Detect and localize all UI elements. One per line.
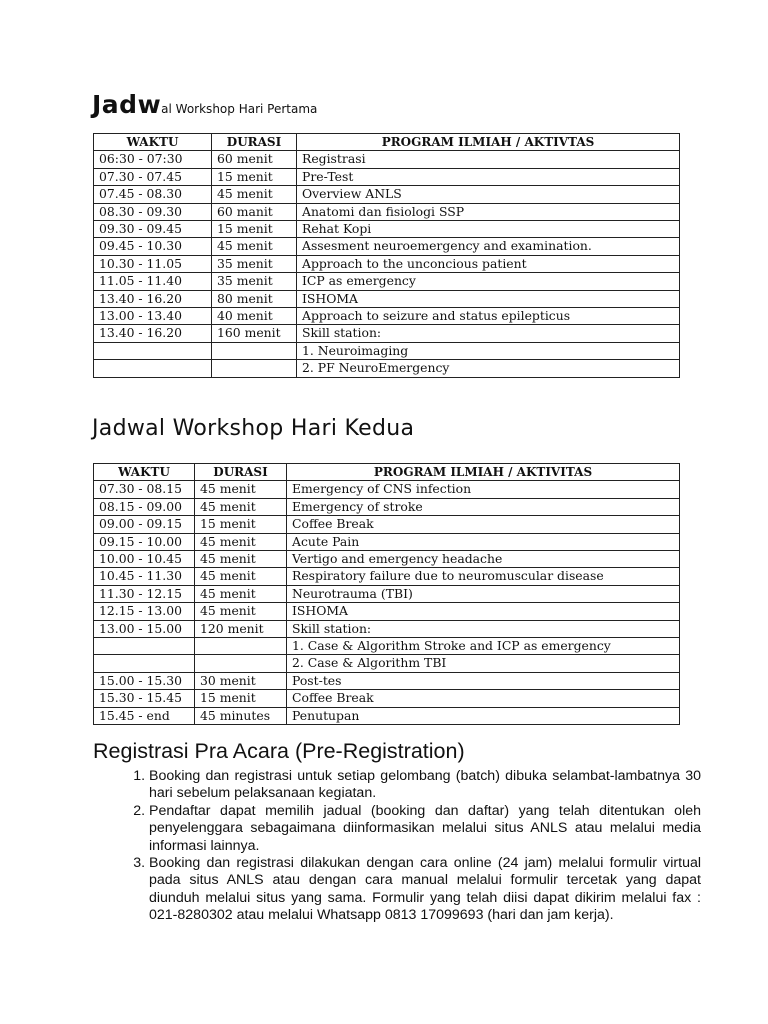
cell-durasi: 45 menit [212, 238, 297, 255]
cell-program: Approach to the unconcious patient [297, 255, 680, 272]
table-row [94, 603, 680, 620]
cell-durasi: 15 menit [212, 221, 297, 238]
cell-program: Anatomi dan fisiologi SSP [297, 203, 680, 220]
cell-program: Respiratory failure due to neuromuscular disease [287, 568, 680, 585]
col-header-program: PROGRAM ILMIAH / AKTIVTAS [297, 134, 680, 151]
cell-program: Post-tes [287, 672, 680, 689]
cell-program: Vertigo and emergency headache [287, 551, 680, 568]
table-row [94, 238, 680, 255]
cell-waktu: 15.30 - 15.45 [94, 690, 195, 707]
cell-waktu: 09.30 - 09.45 [94, 221, 212, 238]
cell-program: 1. Case & Algorithm Stroke and ICP as emergency [287, 638, 680, 655]
cell-program: Rehat Kopi [297, 221, 680, 238]
table-row [94, 690, 680, 707]
cell-durasi: 45 menit [195, 481, 287, 498]
table-row [94, 672, 680, 689]
cell-durasi: 45 menit [195, 551, 287, 568]
cell-waktu: 10.45 - 11.30 [94, 568, 195, 585]
col-header-durasi: DURASI [195, 464, 287, 481]
cell-durasi: 15 menit [195, 516, 287, 533]
cell-waktu [94, 360, 212, 377]
table-row [94, 655, 680, 672]
cell-program: ISHOMA [287, 603, 680, 620]
cell-program: 1. Neuroimaging [297, 342, 680, 359]
day1-title-big: Jadw [92, 90, 162, 119]
cell-waktu: 13.40 - 16.20 [94, 290, 212, 307]
cell-waktu: 12.15 - 13.00 [94, 603, 195, 620]
cell-waktu: 07.45 - 08.30 [94, 186, 212, 203]
cell-durasi [195, 638, 287, 655]
col-header-waktu: WAKTU [94, 464, 195, 481]
cell-waktu: 11.30 - 12.15 [94, 585, 195, 602]
table-row [94, 516, 680, 533]
table-row [94, 325, 680, 342]
cell-program: Emergency of CNS infection [287, 481, 680, 498]
table-row [94, 290, 680, 307]
cell-program: Assesment neuroemergency and examination. [297, 238, 680, 255]
table-row [94, 551, 680, 568]
cell-durasi: 60 menit [212, 151, 297, 168]
cell-program: 2. Case & Algorithm TBI [287, 655, 680, 672]
table-row [94, 342, 680, 359]
table-row [94, 186, 680, 203]
cell-durasi: 60 manit [212, 203, 297, 220]
table-row [94, 568, 680, 585]
table-row [94, 707, 680, 724]
cell-waktu: 08.15 - 09.00 [94, 498, 195, 515]
cell-durasi: 45 menit [195, 585, 287, 602]
cell-durasi: 80 menit [212, 290, 297, 307]
cell-waktu: 06:30 - 07:30 [94, 151, 212, 168]
list-item: 1. Booking dan registrasi untuk setiap gelombang (batch) dibuka selambat-lambatnya 30 hari sebelum pelaksanaan kegiatan. [149, 768, 701, 803]
table-row [94, 308, 680, 325]
cell-durasi: 45 menit [195, 603, 287, 620]
cell-waktu [94, 638, 195, 655]
table-header-row [94, 464, 680, 481]
cell-waktu: 15.00 - 15.30 [94, 672, 195, 689]
table-row [94, 481, 680, 498]
cell-waktu: 10.00 - 10.45 [94, 551, 195, 568]
cell-waktu [94, 342, 212, 359]
cell-durasi: 45 menit [212, 186, 297, 203]
cell-waktu: 10.30 - 11.05 [94, 255, 212, 272]
cell-durasi: 35 menit [212, 273, 297, 290]
cell-program: ISHOMA [297, 290, 680, 307]
col-header-waktu: WAKTU [94, 134, 212, 151]
cell-waktu: 09.45 - 10.30 [94, 238, 212, 255]
table-row [94, 620, 680, 637]
cell-durasi [195, 655, 287, 672]
table-row [94, 360, 680, 377]
table-row [94, 638, 680, 655]
cell-program: Registrasi [297, 151, 680, 168]
table-row [94, 533, 680, 550]
cell-program: Coffee Break [287, 516, 680, 533]
cell-durasi: 45 menit [195, 568, 287, 585]
cell-durasi: 45 menit [195, 533, 287, 550]
cell-program: Skill station: [297, 325, 680, 342]
cell-durasi: 120 menit [195, 620, 287, 637]
table-row [94, 255, 680, 272]
cell-program: Coffee Break [287, 690, 680, 707]
cell-program: Approach to seizure and status epilepticus [297, 308, 680, 325]
cell-durasi: 45 minutes [195, 707, 287, 724]
cell-durasi: 35 menit [212, 255, 297, 272]
day1-schedule-table [93, 133, 680, 378]
list-item: 3. Booking dan registrasi dilakukan dengan cara online (24 jam) melalui formulir virtual pada situs ANLS atau dengan cara manual melalui formulir tercetak yang dapat diunduh melalui situs yang sama. Formulir yang telah diisi dapat dikirim melalui fax : 021-8280302 atau melalui Whatsapp 0813 17099693 (hari dan jam kerja). [149, 855, 701, 925]
day1-title-small: al Workshop Hari Pertama [161, 102, 318, 116]
cell-program: Emergency of stroke [287, 498, 680, 515]
cell-program: ICP as emergency [297, 273, 680, 290]
cell-durasi: 45 menit [195, 498, 287, 515]
table-row [94, 203, 680, 220]
registration-list [123, 768, 701, 925]
cell-waktu: 13.00 - 13.40 [94, 308, 212, 325]
cell-waktu: 15.45 - end [94, 707, 195, 724]
list-item: 2. Pendaftar dapat memilih jadual (booking dan daftar) yang telah ditentukan oleh penyelenggara sebagaimana diinformasikan melalui situs ANLS atau melalui media informasi lainnya. [149, 803, 701, 855]
cell-waktu: 09.00 - 09.15 [94, 516, 195, 533]
table-row [94, 221, 680, 238]
cell-program: Penutupan [287, 707, 680, 724]
cell-durasi: 15 menit [212, 168, 297, 185]
registration-title: Registrasi Pra Acara (Pre-Registration) [93, 739, 465, 763]
table-row [94, 498, 680, 515]
cell-program: Skill station: [287, 620, 680, 637]
cell-program: Neurotrauma (TBI) [287, 585, 680, 602]
cell-durasi [212, 360, 297, 377]
cell-waktu: 13.00 - 15.00 [94, 620, 195, 637]
cell-durasi: 40 menit [212, 308, 297, 325]
cell-program: Pre-Test [297, 168, 680, 185]
table-row [94, 168, 680, 185]
cell-durasi: 30 menit [195, 672, 287, 689]
table-row [94, 585, 680, 602]
table-row [94, 151, 680, 168]
day2-schedule-table [93, 463, 680, 725]
table-header-row [94, 134, 680, 151]
cell-waktu [94, 655, 195, 672]
cell-program: 2. PF NeuroEmergency [297, 360, 680, 377]
col-header-program: PROGRAM ILMIAH / AKTIVITAS [287, 464, 680, 481]
cell-waktu: 13.40 - 16.20 [94, 325, 212, 342]
cell-waktu: 09.15 - 10.00 [94, 533, 195, 550]
cell-waktu: 11.05 - 11.40 [94, 273, 212, 290]
cell-program: Overview ANLS [297, 186, 680, 203]
cell-durasi [212, 342, 297, 359]
col-header-durasi: DURASI [212, 134, 297, 151]
cell-durasi: 160 menit [212, 325, 297, 342]
day1-title [92, 90, 317, 119]
cell-waktu: 07.30 - 08.15 [94, 481, 195, 498]
cell-durasi: 15 menit [195, 690, 287, 707]
cell-program: Acute Pain [287, 533, 680, 550]
day2-title: Jadwal Workshop Hari Kedua [92, 416, 415, 441]
cell-waktu: 07.30 - 07.45 [94, 168, 212, 185]
table-row [94, 273, 680, 290]
cell-waktu: 08.30 - 09.30 [94, 203, 212, 220]
